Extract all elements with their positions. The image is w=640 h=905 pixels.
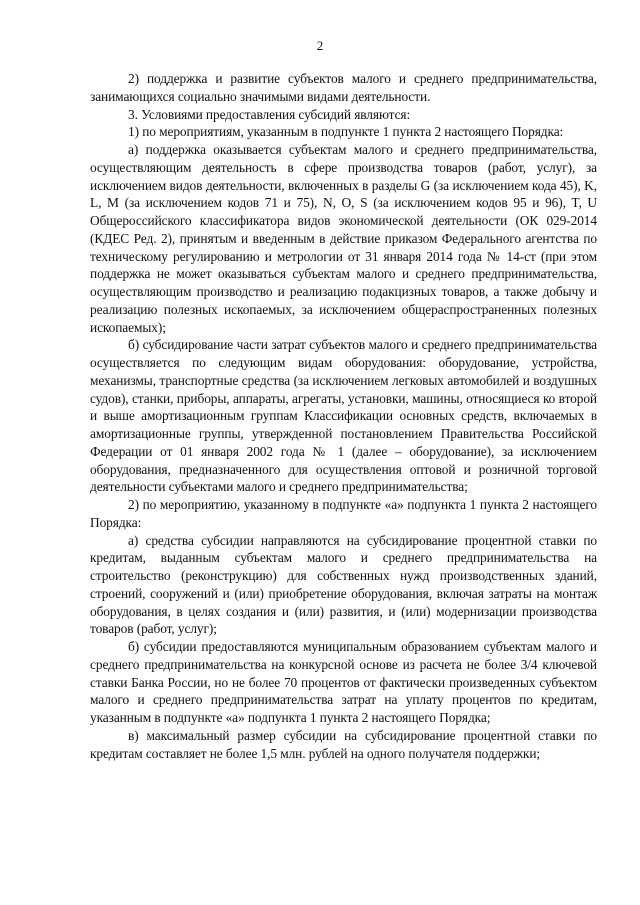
page-number: 2 — [316, 38, 324, 53]
paragraph-measure-a: 2) по мероприятию, указанному в подпункте «а» подпункта 1 пункта 2 настоящего Порядка: — [90, 497, 597, 530]
paragraph-interest-subsidy: а) средства субсидии направляются на субсидирование процентной ставки по кредитам, выданным субъектам малого и среднего предпринимательства на строительство (реконструкцию) для собственных нужд производственных зданий, строений, сооружений и (или) приобретение оборудования, включая затраты на монтаж оборудования, в целях создания и (или) развития, и (или) модернизации производства товаров (работ, услуг); — [90, 532, 597, 637]
paragraph-subsidy-rate: б) субсидии предоставляются муниципальным образованием субъектам малого и среднего предпринимательства на конкурсной основе из расчета не более 3/4 ключевой ставки Банка России, но не более 70 процентов от фактически произведенных субъектом малого и среднего предпринимательства затрат на уплату процентов по кредитам, указанным в подпункте «а» подпункта 1 пункта 2 настоящего Порядка; — [90, 639, 597, 725]
paragraph-support-social: 2) поддержка и развитие субъектов малого и среднего предпринимательства, занимающихся социально значимыми видами деятельности. — [90, 71, 597, 104]
paragraph-equipment-types: б) субсидирование части затрат субъектов малого и среднего предпринимательства осуществляется по следующим видам оборудования: оборудование, устройства, механизмы, транспортные средства (за исключением легковых автомобилей и воздушных судов), станки, приборы, аппараты, агрегаты, установки, машины, относящиеся ко второй и выше амортизационным группам Классификации основных средств, включаемых в амортизационные группы, утвержденной постановлением Правительства Российской Федерации от 01 января 2002 года № 1 (далее – оборудование), за исключением оборудования, предназначенного для осуществления оптовой и розничной торговой деятельности субъектами малого и среднего предпринимательства; — [90, 337, 597, 495]
paragraph-support-scope: а) поддержка оказывается субъектам малого и среднего предпринимательства, осуществляющим деятельность в сфере производства товаров (работ, услуг), за исключением видов деятельности, включенных в разделы G (за исключением кода 45), K, L, M (за исключением кодов 71 и 75), N, O, S (за исключением кодов 95 и 96), T, U Общероссийского классификатора видов экономической деятельности (ОК 029-2014 (КДЕС Ред. 2), принятым и введенным в действие приказом Федерального агентства по техническому регулированию и метрологии от 31 января 2014 года № 14-ст (при этом поддержка не может оказываться субъектам малого и среднего предпринимательства, осуществляющим производство и реализацию подакцизных товаров, а также добычу и реализацию полезных ископаемых, за исключением общераспространенных полезных ископаемых); — [90, 142, 597, 335]
paragraph-conditions-heading: 3. Условиями предоставления субсидий являются: — [128, 106, 411, 122]
document-body — [90, 70, 597, 762]
paragraph-measures-subitem-1: 1) по мероприятиям, указанным в подпункте 1 пункта 2 настоящего Порядка: — [128, 124, 564, 140]
paragraph-max-subsidy: в) максимальный размер субсидии на субсидирование процентной ставки по кредитам составляет не более 1,5 млн. рублей на одного получателя поддержки; — [90, 727, 597, 761]
